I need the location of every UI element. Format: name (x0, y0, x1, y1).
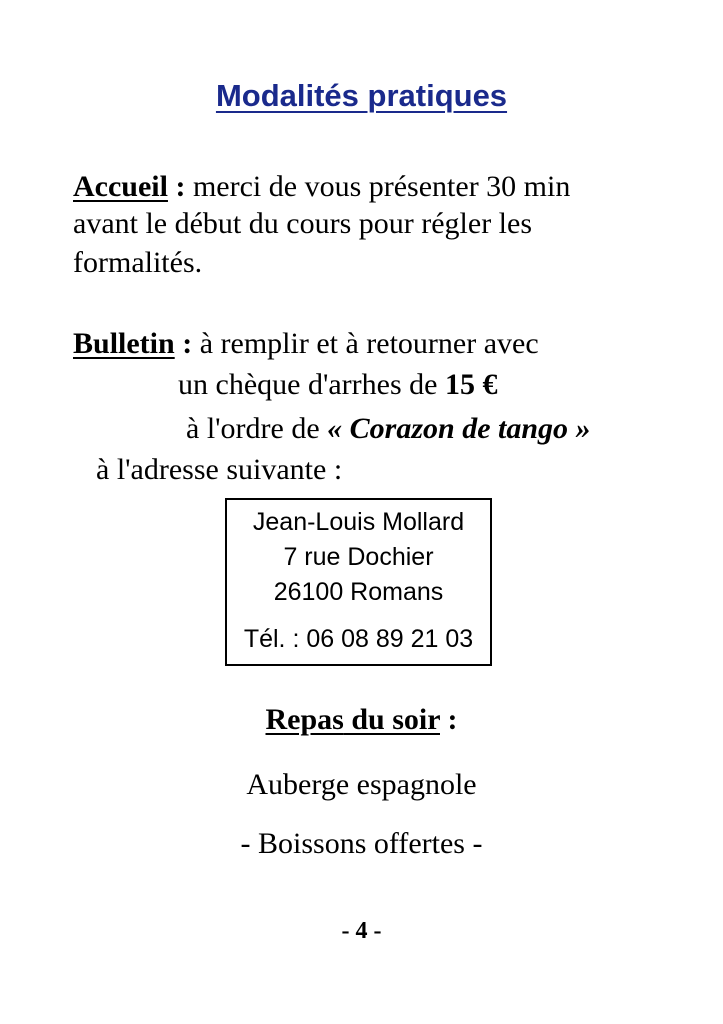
bulletin-line-1 (73, 329, 539, 359)
bulletin-line-2 (178, 370, 497, 400)
page-title: Modalités pratiques (215, 78, 508, 113)
accueil-text-1: merci de vous présenter 30 min (185, 170, 571, 203)
bulletin-text-2: un chèque d'arrhes de (178, 368, 445, 401)
accueil-label: Accueil (73, 170, 168, 203)
repas-heading (0, 705, 723, 735)
bulletin-line-4: à l'adresse suivante : (96, 453, 343, 486)
address-street: 7 rue Dochier (283, 543, 434, 571)
accueil-colon: : (167, 170, 186, 203)
page-number: - 4 - (341, 918, 382, 944)
address-box (225, 498, 492, 666)
bulletin-text-1: à remplir et à retourner avec (192, 327, 539, 360)
bulletin-line-3 (186, 414, 591, 444)
repas-place: Auberge espagnole (246, 768, 477, 801)
bulletin-label: Bulletin (73, 327, 175, 360)
address-city: 26100 Romans (273, 578, 444, 606)
accueil-line-1 (73, 172, 570, 202)
bulletin-colon: : (174, 327, 193, 360)
accueil-line-3: formalités. (73, 246, 203, 279)
address-phone: Tél. : 06 08 89 21 03 (243, 625, 474, 653)
bulletin-text-3: à l'ordre de (186, 412, 328, 445)
repas-label-a: Repas (265, 703, 344, 736)
payee-name: « Corazon de tango » (327, 412, 591, 445)
repas-drinks: - Boissons offertes - (240, 827, 483, 860)
repas-colon: : (440, 703, 458, 736)
address-name: Jean-Louis Mollard (252, 508, 465, 536)
deposit-amount: 15 € (444, 368, 498, 401)
accueil-line-2: avant le début du cours pour régler les (73, 207, 533, 240)
repas-label-b: du soir (343, 703, 440, 736)
